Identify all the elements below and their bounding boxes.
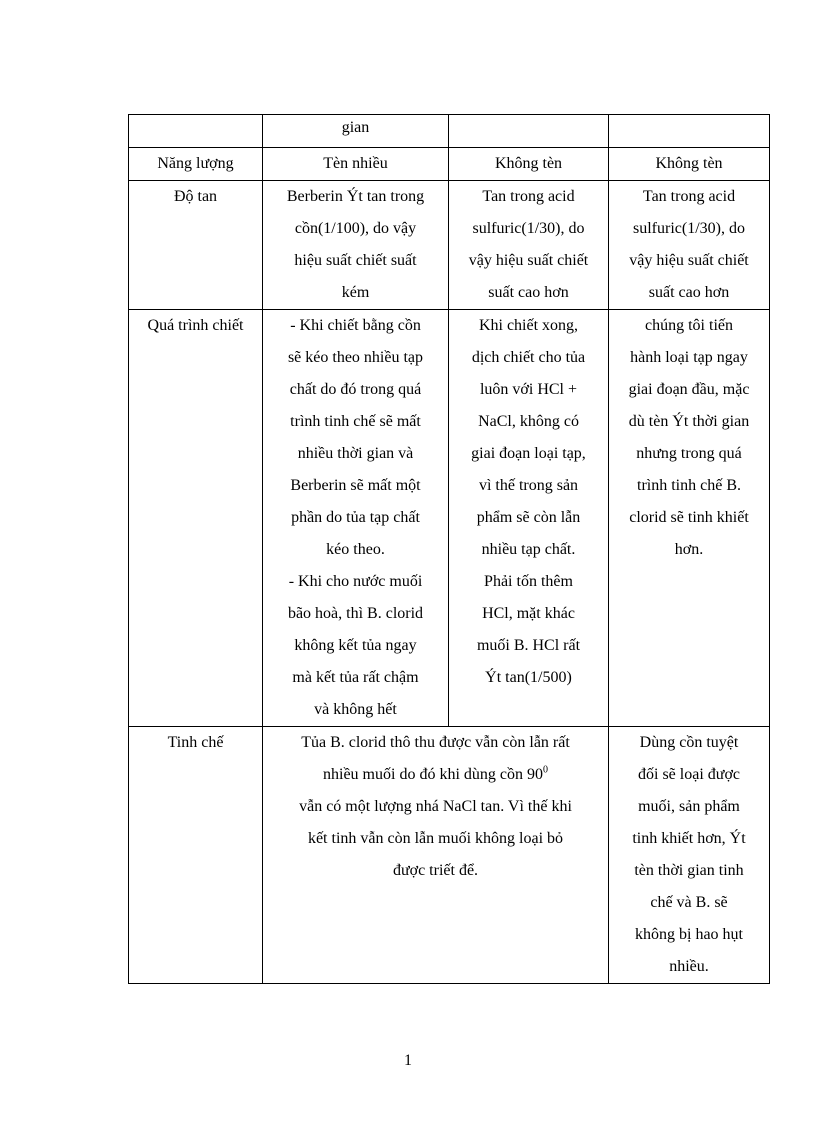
cell-text: Không tèn bbox=[494, 155, 563, 172]
table-cell-merged bbox=[263, 727, 609, 984]
table-cell bbox=[129, 727, 263, 984]
cell-text: Berberin Ýt tan trong cồn(1/100), do vậy hiệu suất chiết suất kém bbox=[286, 188, 425, 301]
table-cell bbox=[449, 115, 609, 148]
cell-text: - Khi chiết bằng cồn sẽ kéo theo nhiều tạp chất do đó trong quá trình tinh chế sẽ mất nhiều thời gian và Berberin sẽ mất một phần do tủa tạp chất kéo theo. - Khi cho nước muối bão hoà, thì B. clorid không kết tủa ngay mà kết tủa rất chậm và không hết bbox=[287, 317, 424, 718]
cell-text: Tan trong acid sulfuric(1/30), do vậy hiệu suất chiết suất cao hơn bbox=[629, 188, 749, 301]
table-row bbox=[129, 181, 770, 310]
table-cell bbox=[129, 181, 263, 310]
table-cell bbox=[449, 181, 609, 310]
table-cell bbox=[129, 115, 263, 148]
table-row bbox=[129, 727, 770, 984]
table-cell bbox=[263, 310, 449, 727]
table-cell bbox=[449, 148, 609, 181]
table-cell bbox=[129, 310, 263, 727]
cell-text: Tèn nhiều bbox=[323, 155, 388, 172]
cell-text-part: vẫn có một lượng nhá NaCl tan. Vì thế khi kết tinh vẫn còn lẫn muối không loại bỏ được triết để. bbox=[299, 798, 572, 879]
page-number: 1 bbox=[404, 1052, 412, 1069]
cell-text-part: Tủa B. clorid thô thu được vẫn còn lẫn rất nhiều muối do đó khi dùng cồn 90 bbox=[301, 734, 570, 783]
table-cell bbox=[609, 727, 770, 984]
cell-text: chúng tôi tiến hành loại tạp ngay giai đoạn đầu, mặc dù tèn Ýt thời gian nhưng trong quá trình tinh chế B. clorid sẽ tinh khiết hơn. bbox=[628, 317, 750, 558]
table-row bbox=[129, 310, 770, 727]
row-heading: Tinh chế bbox=[167, 734, 224, 751]
cell-text: Tan trong acid sulfuric(1/30), do vậy hiệu suất chiết suất cao hơn bbox=[468, 188, 589, 301]
table-cell bbox=[263, 115, 449, 148]
table-cell bbox=[609, 310, 770, 727]
row-heading: Độ tan bbox=[173, 188, 218, 205]
comparison-table bbox=[128, 114, 770, 984]
table-cell bbox=[609, 115, 770, 148]
table-cell bbox=[263, 148, 449, 181]
table-row bbox=[129, 115, 770, 148]
cell-text: Khi chiết xong, dịch chiết cho tủa luôn với HCl + NaCl, không có giai đoạn loại tạp, vì thế trong sản phẩm sẽ còn lẫn nhiều tạp chất. Phải tốn thêm HCl, mặt khác muối B. HCl rất Ýt tan(1/500) bbox=[471, 317, 586, 686]
table-cell bbox=[449, 310, 609, 727]
table-row bbox=[129, 148, 770, 181]
cell-text bbox=[267, 727, 604, 887]
cell-text: Không tèn bbox=[655, 155, 723, 172]
table-cell bbox=[609, 148, 770, 181]
cell-text: gian bbox=[341, 119, 370, 136]
cell-text: Dùng cồn tuyệt đối sẽ loại được muối, sản phẩm tinh khiết hơn, Ýt tèn thời gian tinh chế và B. sẽ không bị hao hụt nhiều. bbox=[632, 734, 746, 975]
table-cell bbox=[129, 148, 263, 181]
row-heading: Năng lượng bbox=[157, 155, 234, 172]
superscript: 0 bbox=[542, 764, 548, 776]
row-heading: Quá trình chiết bbox=[147, 317, 244, 334]
table-cell bbox=[263, 181, 449, 310]
table-cell bbox=[609, 181, 770, 310]
